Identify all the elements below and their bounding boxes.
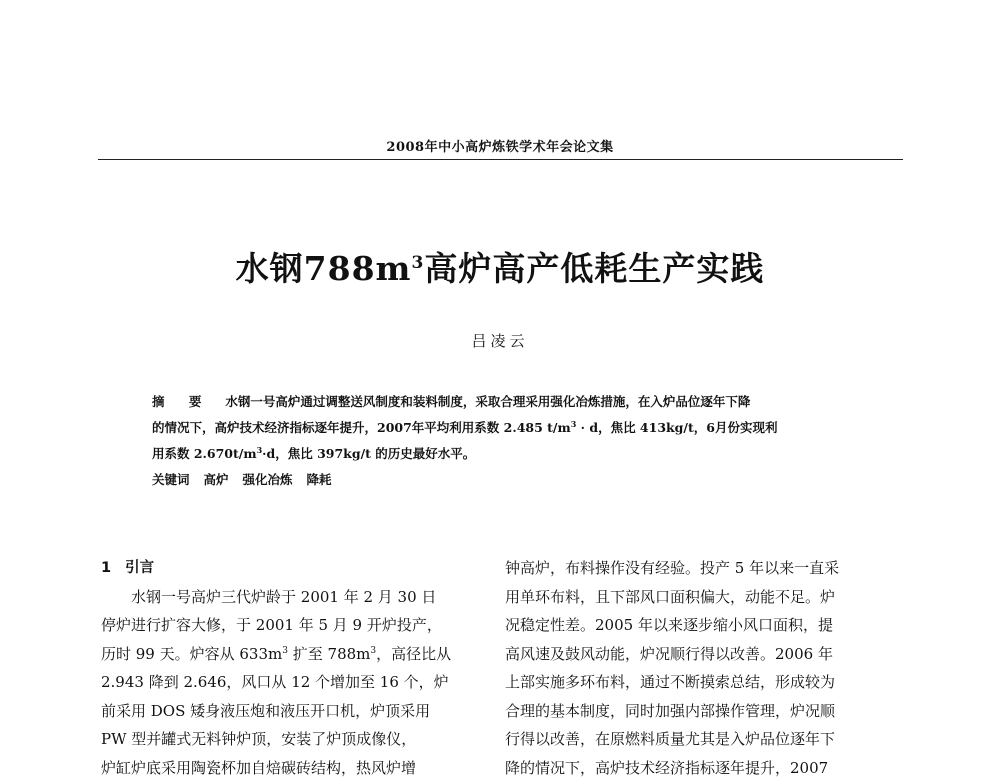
abstract-text: 用系数 2.670t/m [152,446,257,461]
body-line: 高风速及鼓风动能，炉况顺行得以改善。2006 年 [505,640,880,669]
body-line: 上部实施多环布料，通过不断摸索总结，形成较为 [505,668,880,697]
abstract-block [152,389,862,493]
body-line: 况稳定性差。2005 年以来逐步缩小风口面积，提 [505,611,880,640]
abstract-superscript: 3 [257,445,263,455]
body-superscript: 3 [282,646,288,656]
section-number: 1 [101,560,111,576]
abstract-line [152,441,862,467]
abstract-label: 摘 要 [152,394,211,409]
body-text: 扩至 788m [288,645,370,663]
keyword-item: 强化冶炼 [243,472,293,487]
body-line: 停炉进行扩容大修，于 2001 年 5 月 9 开炉投产， [101,611,476,640]
abstract-text: ·d，焦比 397kg/t 的历史最好水平。 [262,446,475,461]
section-title: 引言 [125,560,154,576]
abstract-line [152,389,862,415]
body-line: 2.943 降到 2.646，风口从 12 个增加至 16 个，炉 [101,668,476,697]
body-line: 炉缸炉底采用陶瓷杯加自焙碳砖结构，热风炉增 [101,754,476,782]
author-name: 吕凌云 [0,330,1000,351]
abstract-superscript: 3 [571,419,577,429]
keyword-item: 高炉 [204,472,229,487]
section-heading [101,554,476,583]
body-text: ，高径比从 [376,645,451,663]
body-line: 用单环布料，且下部风口面积偏大，动能不足。炉 [505,583,880,612]
header-rule [98,159,903,160]
body-line: 前采用 DOS 矮身液压炮和液压开口机，炉顶采用 [101,697,476,726]
paper-title [0,243,1000,290]
running-head: 2008年中小高炉炼铁学术年会论文集 [0,136,1000,155]
body-line: 钟高炉，布料操作没有经验。投产 5 年以来一直采 [505,554,880,583]
body-line: 降的情况下，高炉技术经济指标逐年提升，2007 [505,754,880,782]
keywords-label: 关键词 [152,472,190,487]
keyword-item: 降耗 [307,472,332,487]
body-line: 行得以改善，在原燃料质量尤其是入炉品位逐年下 [505,725,880,754]
body-column-right [505,554,880,782]
abstract-text: · d，焦比 413kg/t，6月份实现利 [576,420,777,435]
body-line: PW 型并罐式无料钟炉顶，安装了炉顶成像仪， [101,725,476,754]
abstract-text: 水钢一号高炉通过调整送风制度和装料制度，采取合理采用强化冶炼措施，在入炉品位逐年下降 [225,394,750,409]
abstract-line [152,415,862,441]
keywords-line [152,467,862,493]
body-line [101,640,476,669]
title-superscript: 3 [411,253,424,273]
title-text-after: 高炉高产低耗生产实践 [424,249,764,288]
body-text: 历时 99 天。炉容从 633m [101,645,282,663]
abstract-text: 的情况下，高炉技术经济指标逐年提升，2007年平均利用系数 2.485 t/m [152,420,571,435]
body-superscript: 3 [370,646,376,656]
body-line: 水钢一号高炉三代炉龄于 2001 年 2 月 30 日 [101,583,476,612]
body-line: 合理的基本制度，同时加强内部操作管理，炉况顺 [505,697,880,726]
title-text-before: 水钢788m [236,249,412,288]
body-column-left [101,554,476,782]
